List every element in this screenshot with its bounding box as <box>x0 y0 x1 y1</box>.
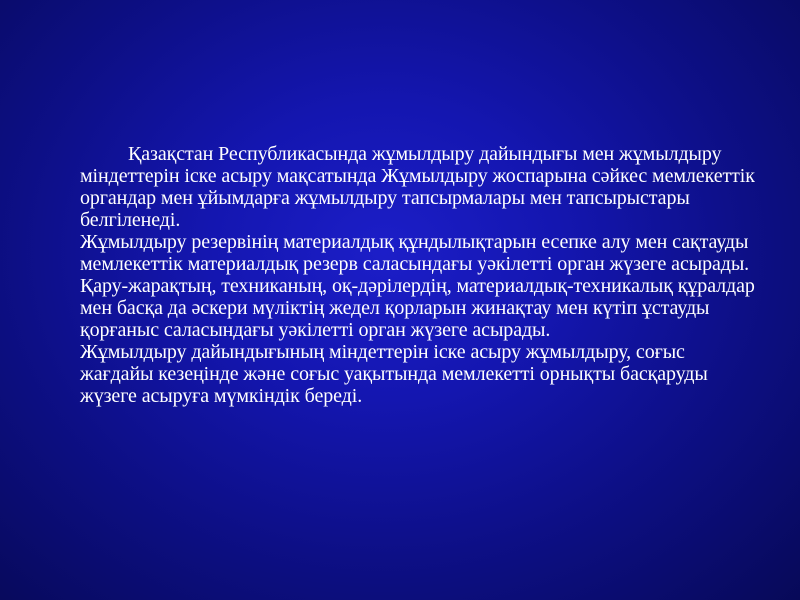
slide-body-text <box>80 143 760 407</box>
paragraph-reserve-accounting: Жұмылдыру резервінің материалдық құндылықтарын есепке алу мен сақтауды мемлекеттік материалдық резерв саласындағы уәкілетті орган жүзеге асырады. <box>80 231 750 275</box>
paragraph-military-stocks: Қару-жарақтың, техниканың, оқ-дәрілердің, материалдық-техникалық құралдар мен басқа да әскери мүліктің жедел қорларын жинақтау мен күтіп ұстауды қорғаныс саласындағы уәкілетті орган жүзеге асырады. <box>80 275 755 341</box>
paragraph-mobilization-tasks: Қазақстан Республикасында жұмылдыру дайындығы мен жұмылдыру міндеттерін іске асыру мақсатында Жұмылдыру жоспарына сәйкес мемлекеттік органдар мен ұйымдарға жұмылдыру тапсырмалары мен тапсырыстары белгіленеді. <box>80 143 755 231</box>
paragraph-mobilization-readiness: Жұмылдыру дайындығының міндеттерін іске асыру жұмылдыру, соғыс жағдайы кезеңінде және соғыс уақытында мемлекетті орнықты басқаруды жүзеге асыруға мүмкіндік береді. <box>80 341 708 407</box>
